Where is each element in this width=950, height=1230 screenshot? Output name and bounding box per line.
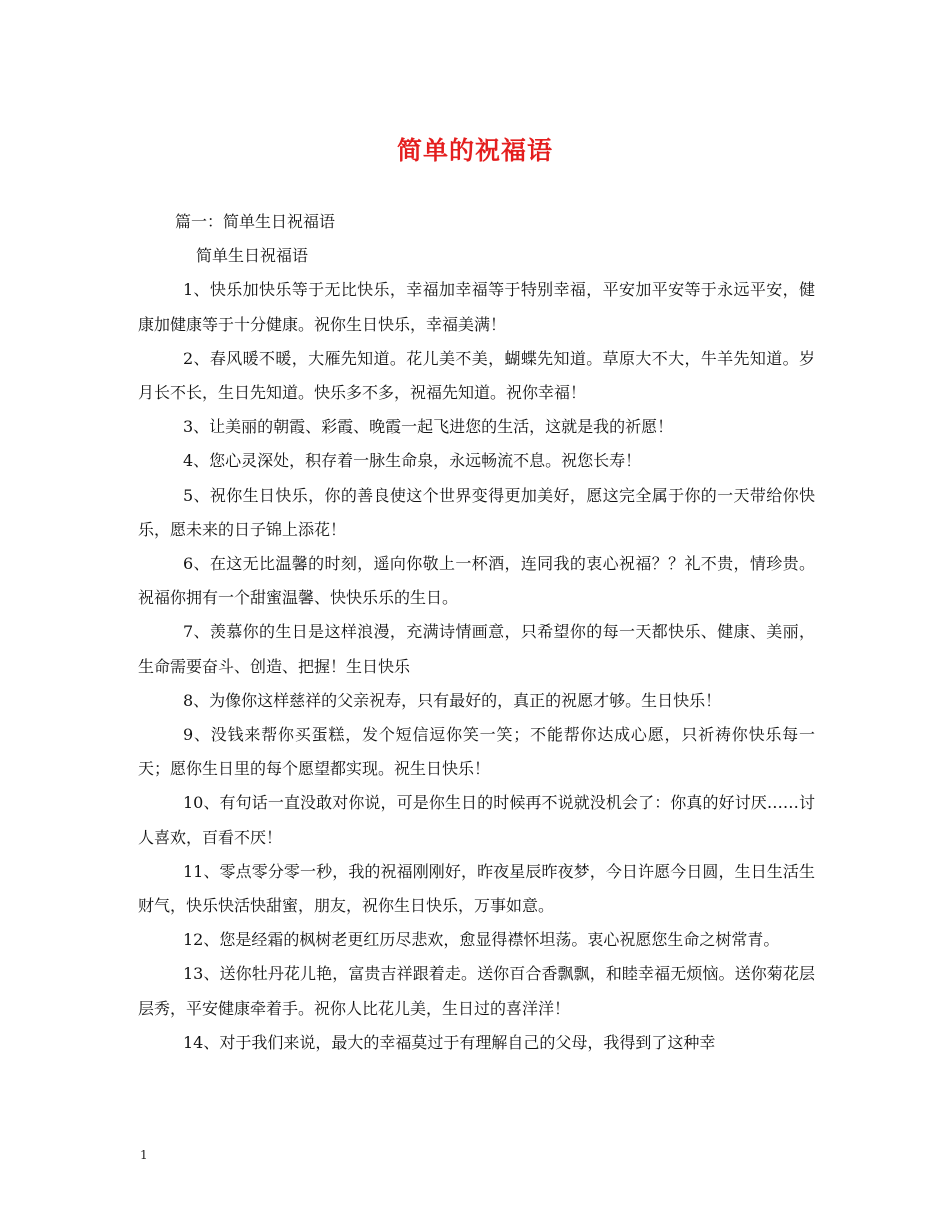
paragraph-2: 2、春风暖不暖，大雁先知道。花儿美不美，蝴蝶先知道。草原大不大，牛羊先知道。岁月长不长，生日先知道。快乐多不多，祝福先知道。祝你幸福！ — [138, 348, 815, 403]
paragraph-5: 5、祝你生日快乐，你的善良使这个世界变得更加美好，愿这完全属于你的一天带给你快乐，愿未来的日子锦上添花！ — [138, 485, 815, 539]
page-number: 1 — [140, 1148, 148, 1162]
document-title: 简单的祝福语 — [396, 136, 553, 165]
paragraph-8: 8、为像你这样慈祥的父亲祝寿，只有最好的，真正的祝愿才够。生日快乐！ — [183, 690, 722, 710]
paragraph-1: 1、快乐加快乐等于无比快乐，幸福加幸福等于特别幸福，平安加平安等于永远平安，健康加健康等于十分健康。祝你生日快乐，幸福美满！ — [138, 280, 815, 334]
paragraph-4: 4、您心灵深处，积存着一脉生命泉，永远畅流不息。祝您长寿！ — [183, 451, 642, 471]
paragraph-10: 10、有句话一直没敢对你说，可是你生日的时候再不说就没机会了：你真的好讨厌……讨人喜欢，百看不厌！ — [138, 793, 815, 847]
document-body — [138, 205, 815, 1060]
paragraph-11: 11、零点零分零一秒，我的祝福刚刚好，昨夜星辰昨夜梦，今日许愿今日圆，生日生活生财气，快乐快活快甜蜜，朋友，祝你生日快乐，万事如意。 — [138, 861, 815, 916]
paragraph-9: 9、没钱来帮你买蛋糕，发个短信逗你笑一笑；不能帮你达成心愿，只祈祷你快乐每一天；愿你生日里的每个愿望都实现。祝生日快乐！ — [138, 725, 815, 779]
paragraph-13: 13、送你牡丹花儿艳，富贵吉祥跟着走。送你百合香飘飘，和睦幸福无烦恼。送你菊花层层秀，平安健康牵着手。祝你人比花儿美，生日过的喜洋洋！ — [138, 964, 815, 1018]
paragraph-7: 7、羡慕你的生日是这样浪漫，充满诗情画意，只希望你的每一天都快乐、健康、美丽，生命需要奋斗、创造、把握！生日快乐 — [138, 622, 815, 676]
section-heading: 篇一：简单生日祝福语 — [175, 212, 336, 231]
paragraph-12: 12、您是经霜的枫树老更红历尽悲欢，愈显得襟怀坦荡。衷心祝愿您生命之树常青。 — [183, 930, 780, 950]
paragraph-3: 3、让美丽的朝霞、彩霞、晚霞一起飞进您的生活，这就是我的祈愿！ — [183, 417, 674, 437]
paragraph-14: 14、对于我们来说，最大的幸福莫过于有理解自己的父母，我得到了这种幸 — [183, 1032, 716, 1052]
sub-heading: 简单生日祝福语 — [196, 246, 309, 266]
paragraph-6: 6、在这无比温馨的时刻，遥向你敬上一杯酒，连同我的衷心祝福？？礼不贵，情珍贵。祝福你拥有一个甜蜜温馨、快快乐乐的生日。 — [138, 554, 815, 608]
